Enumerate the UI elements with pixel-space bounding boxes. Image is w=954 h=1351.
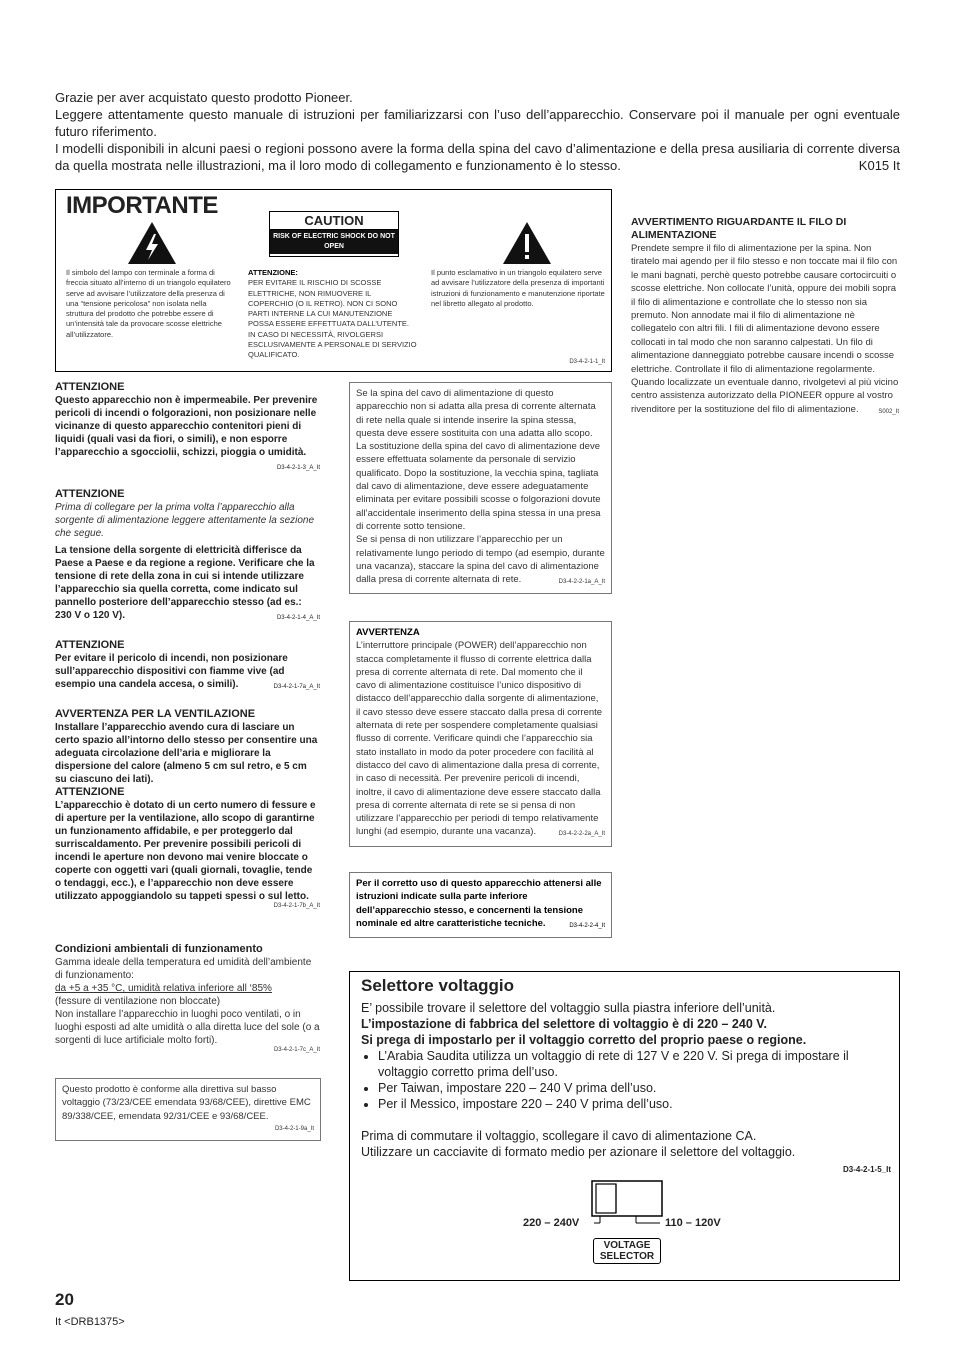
- corretto-uso-body: Per il corretto uso di questo apparecchio attenersi alle istruzioni indicate sulla parte inferiore dell’apparecchio stesso, e concernenti la tensione nominale ed altre caratteristiche tecniche. D3-4-2-2-4_It: [356, 878, 605, 929]
- selettore-p5: Utilizzare un cacciavite di formato medio per azionare il selettore del voltaggio.: [361, 1145, 796, 1159]
- selettore-body: [361, 1000, 891, 1178]
- power-cord-warning: [631, 216, 899, 419]
- condizioni-body1: Gamma ideale della temperatura ed umidità dell’ambiente di funzionamento:: [55, 957, 312, 981]
- attenzione-3-head: ATTENZIONE: [55, 639, 125, 651]
- selettore-list: [361, 1048, 891, 1112]
- caution-explanation-head: ATTENZIONE:: [248, 268, 298, 277]
- avvertenza-head: AVVERTENZA: [356, 627, 420, 638]
- condizioni-head: Condizioni ambientali di funzionamento: [55, 943, 263, 955]
- caution-explanation: [248, 268, 418, 361]
- voltage-right-label: 110 – 120V: [665, 1217, 721, 1229]
- selettore-code: D3-4-2-1-5_It: [842, 1165, 891, 1174]
- cee-text: Questo prodotto è conforme alla direttiva sul basso voltaggio (73/23/CEE emendata 93/68/CEE), direttive EMC 89/338/CEE, emendata 92/31/CEE e 93/68/CEE.: [62, 1084, 311, 1122]
- selettore-title: Selettore voltaggio: [361, 976, 515, 995]
- condizioni-ambientali: [55, 943, 320, 1053]
- selettore-box: [349, 971, 900, 1281]
- importante-box: [55, 189, 612, 372]
- intro-p2: Leggere attentamente questo manuale di istruzioni per familiarizzarsi con l’uso dell’apparecchio. Conservare poi il manuale per ogni eventuale futuro riferimento.: [55, 107, 900, 139]
- voltage-left-label: 220 – 240V: [523, 1217, 580, 1229]
- attenzione-2-italic: Prima di collegare per la prima volta l’apparecchio alla sorgente di alimentazione leggere attentamente la sezione che segue.: [55, 502, 315, 539]
- attenzione-2: [55, 488, 320, 625]
- spina-p1: Se la spina del cavo di alimentazione di questo apparecchio non si adatta alla presa di corrente alternata di rete nella quale si intende inserire la spina stessa, questa deve essere sostituita con una adatta allo scopo. La sostituzione della spina del cavo di alimentazione deve essere effettuata solamente da personale di servizio qualificato. Dopo la sostituzione, la vecchia spina, tagliata dal cavo di alimentazione, deve essere adeguatamente eliminata per evitare possibili scosse o folgorazioni dovute all’accidentale inserimento della spina stessa in una presa di corrente sotto tensione.: [356, 388, 601, 532]
- importante-title: IMPORTANTE: [66, 192, 218, 219]
- condizioni-code: D3-4-2-1-7c_A_It: [273, 1047, 320, 1053]
- attenzione-1-body: Questo apparecchio non è impermeabile. Per prevenire pericoli di incendi o folgorazioni, non posizionare nelle vicinanze di questo apparecchio contenitori pieni di liquidi (quali vasi da fiori, o simili), e non esporre l’apparecchio a sgocciolii, schizzi, pioggia o umidità. D3-4-2-1-3_A_It: [55, 395, 320, 471]
- importante-code: D3-4-2-1-1_It: [569, 359, 605, 365]
- exclamation-warning-icon: [501, 220, 553, 266]
- intro-text: [55, 89, 900, 174]
- selettore-p1: E’ possibile trovare il selettore del voltaggio sulla piastra inferiore dell’unità.: [361, 1001, 776, 1015]
- power-cord-head: AVVERTIMENTO RIGUARDANTE IL FILO DI ALIMENTAZIONE: [631, 216, 847, 241]
- spina-p2: Se si pensa di non utilizzare l’apparecchio per un relativamente lungo periodo di tempo (ad esempio, durante una vacanza), staccare la spina del cavo di alimentazione dalla presa di corrente alternata di rete. D3-4-2-2-1a_A_It: [356, 534, 605, 586]
- ventilazione-head: AVVERTENZA PER LA VENTILAZIONE: [55, 708, 256, 720]
- avvertenza-box: [349, 621, 612, 847]
- cee-code: D3-4-2-1-9a_It: [274, 1125, 314, 1132]
- selettore-p2: L’impostazione di fabbrica del selettore di voltaggio è di 220 – 240 V.: [361, 1017, 767, 1031]
- page-number: 20: [55, 1290, 74, 1309]
- ventilazione-body: Installare l’apparecchio avendo cura di lasciare un certo spazio all’intorno dello stesso per consentire una adeguata circolazione dell’aria e migliorare la dispersione del calore (almeno 5 cm sul retro, e 5 cm su ciascuno dei lati).: [55, 722, 318, 785]
- condizioni-body3: (fessure di ventilazione non bloccate): [55, 996, 221, 1007]
- cee-box: [55, 1078, 321, 1141]
- footer-lang: It <DRB1375>: [55, 1316, 125, 1328]
- list-item: • Per il Messico, impostare 220 – 240 V prima dell’uso.: [378, 1096, 891, 1112]
- ventilazione-code: D3-4-2-1-7b_A_It: [273, 903, 320, 909]
- corretto-uso-box: [349, 872, 612, 938]
- spina-box: [349, 382, 612, 594]
- lightning-explanation: Il simbolo del lampo con terminale a forma di freccia situato all’interno di un triangolo equilatero serve ad avvisare l’utilizzatore della presenza di una “tensione pericolosa” non isolata nella struttura del prodotto che potrebbe essere di un’intensità tale da provocare scosse elettriche all’utilizzatore.: [66, 268, 231, 339]
- lightning-warning-icon: [126, 220, 178, 266]
- ventilazione-body2: L’apparecchio è dotato di un certo numero di fessure e di aperture per la ventilazione, allo scopo di garantirne un funzionamento affidabile, e per proteggerlo dal surriscaldamento. Per prevenire possibili pericoli di incendi le aperture non devono mai venire bloccate o coperte con oggetti vari (quali giornali, tovaglie, tende o tendaggi, ecc.), e l’apparecchio non deve essere utilizzato appoggiandolo su tappeti spessi o sul letto.: [55, 800, 316, 902]
- voltage-selector-line2: SELECTOR: [599, 1251, 655, 1262]
- intro-p1: Grazie per aver acquistato questo prodotto Pioneer.: [55, 90, 353, 105]
- power-cord-code: S002_It: [878, 408, 899, 415]
- selettore-p4: Prima di commutare il voltaggio, scollegare il cavo di alimentazione CA.: [361, 1129, 757, 1143]
- caution-label: [269, 211, 399, 257]
- ventilazione-head2: ATTENZIONE: [55, 786, 125, 798]
- selettore-p3: Si prega di impostarlo per il voltaggio corretto del proprio paese o regione.: [361, 1033, 807, 1047]
- attenzione-3: [55, 639, 320, 694]
- intro-p3: I modelli disponibili in alcuni paesi o regioni possono avere la forma della spina del cavo d’alimentazione e della presa ausiliaria di corrente diversa da quella mostrata nelle illustrazioni, ma il loro modo di collegamento e funzionamento è lo stesso. K015 It: [55, 141, 900, 173]
- condizioni-body2: da +5 a +35 °C, umidità relativa inferiore all ‘85%: [55, 983, 272, 994]
- voltage-selector-badge: [593, 1238, 661, 1264]
- voltage-selector-line1: VOLTAGE: [603, 1240, 651, 1251]
- voltage-selector-diagram: [590, 1179, 665, 1229]
- attenzione-1: [55, 381, 320, 475]
- exclamation-explanation: Il punto esclamativo in un triangolo equilatero serve ad avvisare l’utilizzatore della presenza di importanti istruzioni di funzionamento e manutenzione riportate nel libretto allegato al prodotto.: [431, 268, 605, 308]
- caution-head: CAUTION: [270, 212, 398, 230]
- condizioni-body4: Non installare l’apparecchio in luoghi poco ventilati, o in luoghi esposti ad alte umidità o alla diretta luce del sole (o a sorgenti di luce artificiale molto forti).: [55, 1009, 320, 1046]
- attenzione-1-head: ATTENZIONE: [55, 381, 125, 393]
- intro-code: K015 It: [858, 158, 900, 173]
- attenzione-2-head: ATTENZIONE: [55, 488, 125, 500]
- attenzione-3-body: Per evitare il pericolo di incendi, non posizionare sull’apparecchio dispositivi con fiamme vive (ad esempio una candela accesa, o simili). D3-4-2-1-7a_A_It: [55, 653, 320, 690]
- caution-sub: RISK OF ELECTRIC SHOCK DO NOT OPEN: [270, 230, 398, 254]
- power-cord-body: Prendete sempre il filo di alimentazione per la spina. Non tiratelo mai agendo per il filo stesso e non toccate mai il filo con le mani bagnati, perchè questo potrebbe causare cortocircuiti o scosse elettriche. Non collocate l’unità, oppure dei mobili sopra il filo di alimentazione e controllate che lo stesso non sia premuto. Non annodate mai il filo di alimentazione nè collegatelo con altri fili. I fili di alimentazione devono essere collocati in tal modo che non saranno calpestati. Un filo di alimentazione danneggiato potrebbe causare incendi o scosse elettriche. Controllate il filo di alimentazione regolarmente. Quando localizzate un eventuale danno, rivolgetevi al più vicino centro assistenza autorizzato della PIONEER oppure al vostro rivenditore per la sostituzione del filo di alimentazione. S002_It: [631, 242, 899, 416]
- list-item: • Per Taiwan, impostare 220 – 240 V prima dell’uso.: [378, 1080, 891, 1096]
- list-item: • L’Arabia Saudita utilizza un voltaggio di rete di 127 V e 220 V. Si prega di impostare il voltaggio corretto prima dell’uso.: [378, 1048, 891, 1080]
- avvertenza-body: L’interruttore principale (POWER) dell’apparecchio non stacca completamente il flusso di corrente elettrica dalla presa di corrente alternata di rete. Dal momento che il cavo di alimentazione costituisce l’unico dispositivo di distacco dell’apparecchio dalla sorgente di alimentazione, il cavo stesso deve essere staccato dalla presa di corrente alternata di rete per sospendere completamente qualsiasi flusso di corrente. Verificare quindi che l’apparecchio sia stato installato in modo da poter procedere con facilità al distacco del cavo di alimentazione dalla presa di corrente, in caso di necessità. Per prevenire pericoli di incendi, inoltre, il cavo di alimentazione deve essere staccato dalla presa di corrente alternata di rete se si pensa di non utilizzare l’apparecchio per periodi di tempo relativamente lunghi (ad esempio, durante una vacanza). D3-4-2-2-2a_A_It: [356, 640, 605, 838]
- caution-explanation-body: PER EVITARE IL RISCHIO DI SCOSSE ELETTRICHE, NON RIMUOVERE IL COPERCHIO (O IL RETRO). NON CI SONO PARTI INTERNE LA CUI MANUTENZIONE POSSA ESSERE EFFETTUATA DALL’UTENTE. IN CASO DI NECESSITÀ, RIVOLGERSI ESCLUSIVAMENTE A PERSONALE DI SERVIZIO QUALIFICATO.: [248, 278, 417, 360]
- attenzione-2-body: La tensione della sorgente di elettricità differisce da Paese a Paese e da regione a regione. Verificare che la tensione di rete della zona in cui si intende utilizzare l’apparecchio sia quella corretta, come indicato sul pannello posteriore dell’apparecchio stesso (ad es.: 230 V o 120 V). D3-4-2-1-4_A_It: [55, 545, 320, 621]
- ventilazione: [55, 708, 320, 909]
